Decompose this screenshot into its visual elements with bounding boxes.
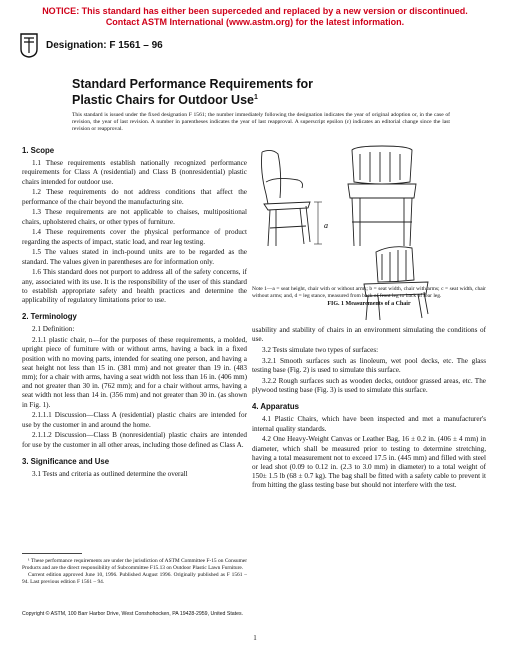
figure-note-text: Note 1—a = seat height, chair with or without arms; b = seat width, chair with arms; c = seat width, chair without arms; and, d = leg stance, measured from back of front leg to back of rear leg. <box>252 286 486 299</box>
paragraph-4-1: 4.1 Plastic Chairs, which have been inspected and met a manufacturer's internal quality standards. <box>252 415 486 433</box>
paragraph-2-1-1: 2.1.1 plastic chair, n—for the purposes of these requirements, a molded, upright piece of furniture with or without arms, having a back in a fixed position with no moving parts, intended for seating one person, and having a seat height not less than 15 in. (381 mm) and not greater than 19 in. (483 mm); for a chair with arms, having a seat width not less than 16 in. (406 mm) and not greater than 30 in. (762 mm); and for a chair without arms, having a seat width not less than 14 in. (356 mm) and not greater than 30 in. (as shown in Fig. 1). <box>22 336 247 409</box>
figure-note <box>252 286 486 308</box>
footnote-edition: Current edition approved June 10, 1996. Published August 1996. Originally published as F 1561 – 94. Last previous edition F 1561 – 94. <box>22 572 247 586</box>
dimension-label-a: a <box>324 221 328 230</box>
supersession-notice <box>0 6 510 28</box>
paragraph-3-2-2: 3.2.2 Rough surfaces such as wooden decks, outdoor grassed areas, etc. The plywood testing base (Fig. 3) is used to simulate this surface. <box>252 376 486 394</box>
footnote-1: ¹ These performance requirements are under the jurisdiction of ASTM Committee F-15 on Consumer Products and are the direct responsibility of Subcommittee F15.13 on Outdoor Plastic Lawn Furniture. <box>22 558 247 571</box>
paragraph-3-1: 3.1 Tests and criteria as outlined determine the overall <box>32 470 188 479</box>
paragraph-1-6: 1.6 This standard does not purport to address all of the safety concerns, if any, associated with its use. It is the responsibility of the user of this standard to establish appropriate safety and health practices and determine the applicability of regulatory limitations prior to use. <box>22 268 247 305</box>
page-number: 1 <box>253 634 257 642</box>
section-heading-significance: 3. Significance and Use <box>22 456 110 466</box>
figure-caption: FIG. 1 Measurements of a Chair <box>327 301 411 307</box>
designation: Designation: F 1561 – 96 <box>46 40 163 51</box>
seat-height-dimension <box>314 202 322 244</box>
copyright-line: Copyright © ASTM, 100 Barr Harbor Drive, West Conshohocken, PA 19428-2959, United States. <box>22 611 244 617</box>
paragraph-4-2: 4.2 One Heavy-Weight Canvas or Leather Bag, 16 ± 0.2 in. (406 ± 4 mm) in diameter, which shall be measured prior to testing to determine stretching, having a total measurement not to exceed 17.5 in. (445 mm) and filled with steel or lead shot (0.09 to 0.12 in. (2.3 to 3.0 mm) in diameter) to a total weight of 150± 1.5 lb (68 ± 0.7 kg). The bag shall be fitted with a safety cable to prevent it from hitting the glass testing base but should not interfere with the test. <box>252 435 486 490</box>
paragraph-1-5: 1.5 The values stated in inch-pound units are to be regarded as the standard. The values given in parentheses are for information only. <box>22 248 247 266</box>
title-footnote-marker: 1 <box>253 94 258 101</box>
title-line-1: Standard Performance Requirements for <box>72 77 314 91</box>
footnote-divider <box>22 553 82 554</box>
side-view-chair-drawing <box>262 150 311 246</box>
paragraph-3-1-continued: usability and stability of chairs in an environment simulating the conditions of use. <box>252 326 486 344</box>
right-column <box>252 326 486 492</box>
document-title <box>72 77 432 107</box>
paragraph-1-2: 1.2 These requirements do not address conditions that affect the performance of the chair beyond the manufacturing site. <box>22 188 247 206</box>
section-heading-apparatus: 4. Apparatus <box>252 402 299 412</box>
footnotes <box>22 558 247 587</box>
title-line-2: Plastic Chairs for Outdoor Use <box>72 93 254 108</box>
astm-logo-icon <box>18 32 40 58</box>
section-heading-terminology: 2. Terminology <box>22 312 77 322</box>
notice-line-1: NOTICE: This standard has either been superceded and replaced by a new version or discontinued. <box>42 6 468 16</box>
paragraph-2-1: 2.1 Definition: <box>32 325 75 334</box>
left-column <box>22 146 247 481</box>
paragraph-2-1-1-1: 2.1.1.1 Discussion—Class A (residential) plastic chairs are intended for use by the customer in and around the home. <box>22 411 247 429</box>
notice-line-2: Contact ASTM International (www.astm.org) for the latest information. <box>105 17 405 27</box>
paragraph-1-1: 1.1 These requirements establish nationally recognized performance requirements for Class A (residential) and Class B (nonresidential) plastic chairs intended for outdoor use. <box>22 159 247 186</box>
paragraph-3-2: 3.2 Tests simulate two types of surfaces: <box>262 346 379 354</box>
armless-chair-drawing <box>364 247 428 320</box>
paragraph-1-3: 1.3 These requirements are not applicable to chaises, multipositional chairs, upholstered chairs, or other types of furniture. <box>22 208 247 226</box>
paragraph-2-1-1-2: 2.1.1.2 Discussion—Class B (nonresidential) plastic chairs are intended for use by the customer in all other areas, including those defined as Class A. <box>22 431 247 449</box>
standard-issuance-note: This standard is issued under the fixed designation F 1561; the number immediately following the designation indicates the year of original adoption or, in the case of revision, the year of last revision. A number in parentheses indicates the year of last reapproval. A superscript epsilon (ε) indicates an editorial change since the last revision or reapproval. <box>72 112 450 132</box>
paragraph-3-2-1: 3.2.1 Smooth surfaces such as linoleum, wet pool decks, etc. The glass testing base (Fig. 2) is used to simulate this surface. <box>252 356 486 374</box>
paragraph-1-4: 1.4 These requirements cover the physical performance of product regarding the aspects of impact, static load, and rear leg testing. <box>22 228 247 246</box>
front-view-chair-drawing <box>348 146 416 246</box>
section-heading-scope: 1. Scope <box>22 146 55 155</box>
